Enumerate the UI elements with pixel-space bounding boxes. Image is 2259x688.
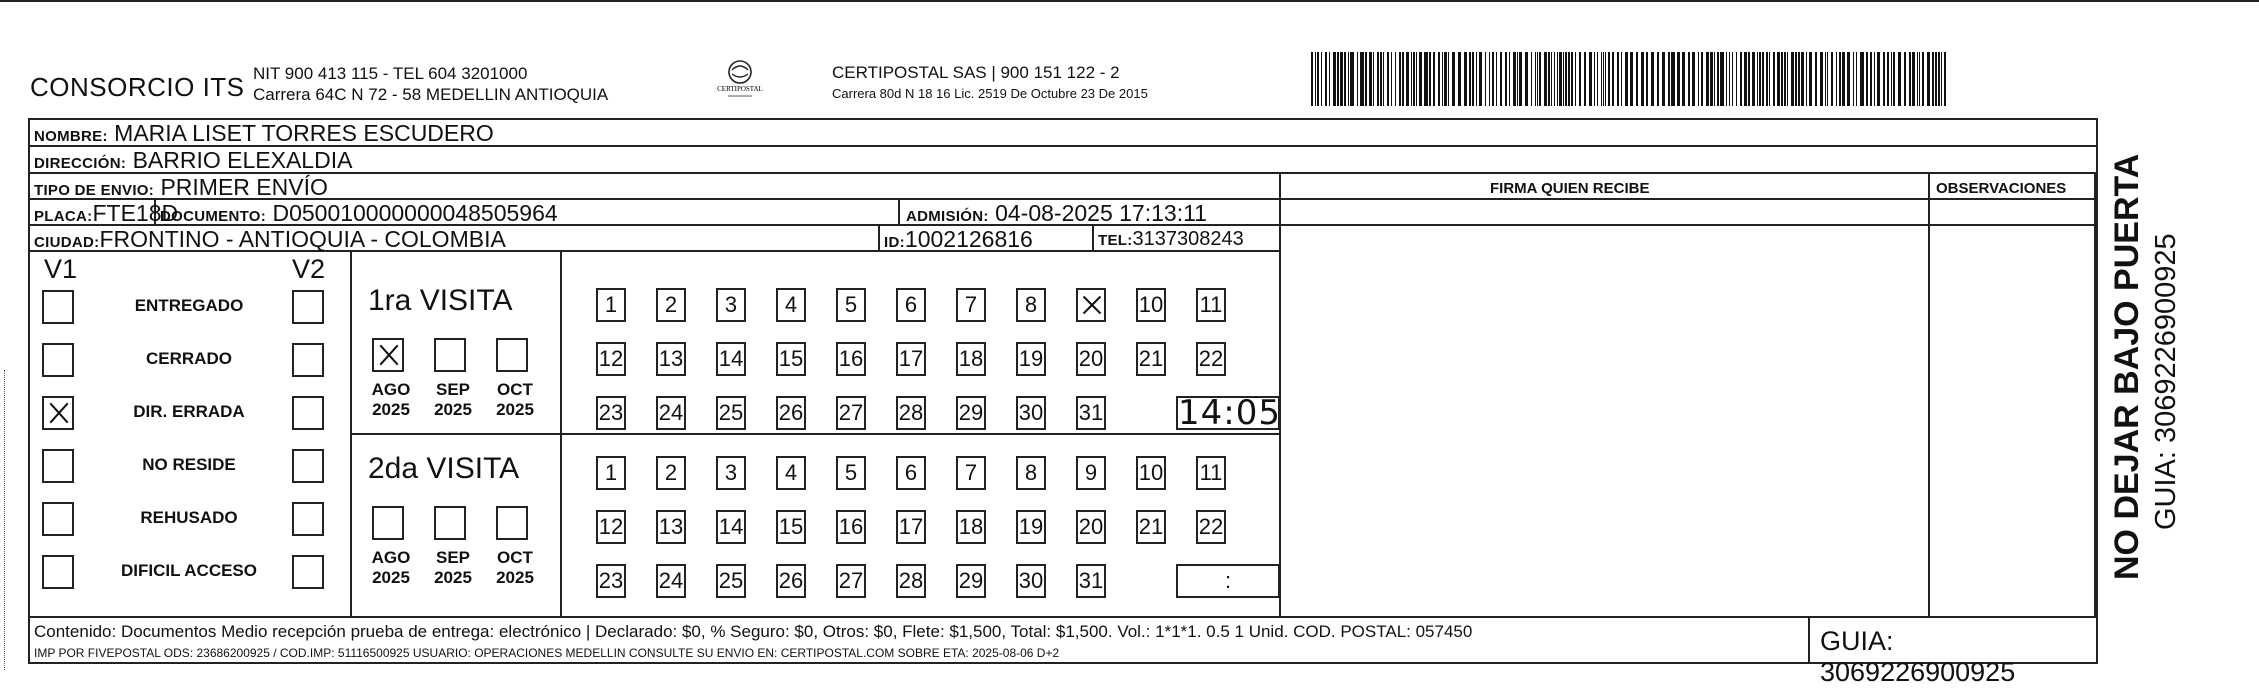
day-box-17[interactable]: 17 bbox=[896, 510, 926, 544]
month-label bbox=[428, 548, 478, 588]
v1-checkbox[interactable] bbox=[42, 555, 74, 589]
month-label bbox=[490, 380, 540, 420]
logo-wordmark: CERTIPOSTAL bbox=[717, 85, 763, 93]
day-box-18[interactable]: 18 bbox=[956, 510, 986, 544]
day-box-11[interactable]: 11 bbox=[1196, 456, 1226, 490]
day-box-7[interactable]: 7 bbox=[956, 456, 986, 490]
day-box-13[interactable]: 13 bbox=[656, 342, 686, 376]
tel-label: TEL: bbox=[1098, 232, 1133, 249]
visit1-title: 1ra VISITA bbox=[368, 284, 513, 317]
day-box-1[interactable]: 1 bbox=[596, 456, 626, 490]
barcode-icon bbox=[1311, 52, 1949, 106]
v2-header: V2 bbox=[292, 254, 326, 284]
month-year: 2025 bbox=[434, 400, 472, 419]
admision-value: 04-08-2025 17:13:11 bbox=[995, 200, 1207, 226]
day-box-28[interactable]: 28 bbox=[896, 396, 926, 430]
day-box-12[interactable]: 12 bbox=[596, 510, 626, 544]
day-box-15[interactable]: 15 bbox=[776, 510, 806, 544]
month-name: OCT bbox=[497, 548, 533, 567]
tel-value: 3137308243 bbox=[1132, 228, 1244, 250]
day-box-19[interactable]: 19 bbox=[1016, 342, 1046, 376]
day-box-27[interactable]: 27 bbox=[836, 564, 866, 598]
day-box-30[interactable]: 30 bbox=[1016, 564, 1046, 598]
tipo-label: TIPO DE ENVIO: bbox=[34, 182, 155, 199]
day-box-19[interactable]: 19 bbox=[1016, 510, 1046, 544]
day-box-28[interactable]: 28 bbox=[896, 564, 926, 598]
day-box-14[interactable]: 14 bbox=[716, 342, 746, 376]
firma-header: FIRMA QUIEN RECIBE bbox=[1490, 180, 1650, 197]
tipo-row bbox=[34, 174, 328, 201]
contenido-line: Contenido: Documentos Medio recepción prueba de entrega: electrónico | Declarado: $0, % Seguro: $0, Otros: $0, Flete: $1,500, Total: $1,500. Vol.: 1*1*1. 0.5 1 Unid. COD. POSTAL: 057450 bbox=[34, 622, 1473, 641]
day-box-12[interactable]: 12 bbox=[596, 342, 626, 376]
day-box-26[interactable]: 26 bbox=[776, 396, 806, 430]
v1-checkbox[interactable] bbox=[42, 396, 74, 430]
day-box-5[interactable]: 5 bbox=[836, 288, 866, 322]
month-name: OCT bbox=[497, 380, 533, 399]
day-box-30[interactable]: 30 bbox=[1016, 396, 1046, 430]
footer-divider bbox=[30, 616, 2096, 618]
direccion-row bbox=[34, 147, 352, 174]
month-checkbox[interactable] bbox=[372, 506, 404, 540]
day-box-9[interactable] bbox=[1076, 288, 1106, 322]
day-box-20[interactable]: 20 bbox=[1076, 342, 1106, 376]
time-box[interactable] bbox=[1176, 393, 1281, 433]
day-box-10[interactable]: 10 bbox=[1136, 456, 1166, 490]
cell-divider bbox=[898, 198, 900, 224]
documento-cell bbox=[160, 200, 558, 227]
tel-cell bbox=[1098, 228, 1244, 251]
month-name: AGO bbox=[371, 548, 411, 567]
imp-line: IMP POR FIVEPOSTAL ODS: 23686200925 / COD.IMP: 51116500925 USUARIO: OPERACIONES MEDELLIN CONSULTE SU ENVIO EN: CERTIPOSTAL.COM SOBRE ETA: 2025-08-06 D+2 bbox=[34, 646, 1060, 660]
no-dejar-notice: NO DEJAR BAJO PUERTA bbox=[2108, 153, 2146, 580]
company-name: CONSORCIO ITS bbox=[30, 72, 245, 102]
v2-checkbox[interactable] bbox=[292, 290, 324, 324]
column-divider bbox=[1928, 172, 1930, 616]
admision-cell bbox=[906, 200, 1207, 227]
day-box-13[interactable]: 13 bbox=[656, 510, 686, 544]
placa-label: PLACA: bbox=[34, 208, 93, 225]
month-name: SEP bbox=[435, 380, 471, 399]
visit2-title: 2da VISITA bbox=[368, 452, 520, 485]
day-box-17[interactable]: 17 bbox=[896, 342, 926, 376]
day-box-1[interactable]: 1 bbox=[596, 288, 626, 322]
tipo-value: PRIMER ENVÍO bbox=[160, 174, 328, 200]
v1-checkbox[interactable] bbox=[42, 449, 74, 483]
day-box-21[interactable]: 21 bbox=[1136, 342, 1166, 376]
v2-checkbox[interactable] bbox=[292, 343, 324, 377]
day-box-6[interactable]: 6 bbox=[896, 456, 926, 490]
nit-line: NIT 900 413 115 - TEL 604 3201000 bbox=[253, 64, 528, 83]
month-label bbox=[490, 548, 540, 588]
day-box-23[interactable]: 23 bbox=[596, 396, 626, 430]
month-year: 2025 bbox=[496, 568, 534, 587]
delivery-form bbox=[28, 118, 2098, 687]
day-box-14[interactable]: 14 bbox=[716, 510, 746, 544]
day-box-22[interactable]: 22 bbox=[1196, 510, 1226, 544]
top-edge-line bbox=[0, 0, 2259, 2]
id-cell bbox=[884, 226, 1033, 253]
ciudad-label: CIUDAD: bbox=[34, 234, 100, 251]
month-label bbox=[428, 380, 478, 420]
cell-divider bbox=[878, 224, 880, 250]
month-year: 2025 bbox=[372, 400, 410, 419]
day-box-20[interactable]: 20 bbox=[1076, 510, 1106, 544]
month-checkbox[interactable] bbox=[434, 506, 466, 540]
day-box-25[interactable]: 25 bbox=[716, 396, 746, 430]
month-label bbox=[366, 380, 416, 420]
day-box-8[interactable]: 8 bbox=[1016, 288, 1046, 322]
nombre-label: NOMBRE: bbox=[34, 128, 108, 145]
day-box-31[interactable]: 31 bbox=[1076, 564, 1106, 598]
day-box-26[interactable]: 26 bbox=[776, 564, 806, 598]
month-year: 2025 bbox=[496, 400, 534, 419]
day-box-2[interactable]: 2 bbox=[656, 456, 686, 490]
day-box-22[interactable]: 22 bbox=[1196, 342, 1226, 376]
v1-checkbox[interactable] bbox=[42, 502, 74, 536]
day-box-16[interactable]: 16 bbox=[836, 342, 866, 376]
day-box-7[interactable]: 7 bbox=[956, 288, 986, 322]
day-box-3[interactable]: 3 bbox=[716, 456, 746, 490]
observaciones-header: OBSERVACIONES bbox=[1936, 180, 2067, 197]
footer-divider-v bbox=[1808, 616, 1810, 662]
day-box-21[interactable]: 21 bbox=[1136, 510, 1166, 544]
guia-number: GUIA: 3069226900925 bbox=[1820, 626, 2016, 687]
day-box-24[interactable]: 24 bbox=[656, 396, 686, 430]
month-label bbox=[366, 548, 416, 588]
documento-value: D050010000000048505964 bbox=[272, 200, 558, 226]
day-box-2[interactable]: 2 bbox=[656, 288, 686, 322]
documento-label: DOCUMENTO: bbox=[160, 208, 267, 225]
day-box-4[interactable]: 4 bbox=[776, 288, 806, 322]
day-box-6[interactable]: 6 bbox=[896, 288, 926, 322]
month-year: 2025 bbox=[372, 568, 410, 587]
month-name: SEP bbox=[435, 548, 471, 567]
v2-checkbox[interactable] bbox=[292, 449, 324, 483]
side-guia: GUIA: 3069226900925 bbox=[2150, 233, 2182, 530]
id-label: ID: bbox=[884, 234, 905, 251]
day-box-31[interactable]: 31 bbox=[1076, 396, 1106, 430]
day-box-5[interactable]: 5 bbox=[836, 456, 866, 490]
month-checkbox[interactable] bbox=[372, 338, 404, 372]
perforation-edge bbox=[4, 370, 7, 670]
visit-row-divider bbox=[350, 433, 1279, 435]
day-box-9[interactable]: 9 bbox=[1076, 456, 1106, 490]
time-box[interactable] bbox=[1176, 564, 1280, 598]
month-year: 2025 bbox=[434, 568, 472, 587]
direccion-label: DIRECCIÓN: bbox=[34, 155, 127, 172]
v1-header: V1 bbox=[44, 254, 78, 284]
time-value: : bbox=[1224, 568, 1232, 593]
placa-value: FTE18D bbox=[92, 200, 179, 226]
day-box-15[interactable]: 15 bbox=[776, 342, 806, 376]
day-box-10[interactable]: 10 bbox=[1136, 288, 1166, 322]
status-label: NO RESIDE bbox=[142, 455, 236, 474]
status-label: ENTREGADO bbox=[134, 296, 244, 315]
column-divider bbox=[2094, 172, 2096, 616]
v1-checkbox[interactable] bbox=[42, 343, 74, 377]
day-box-27[interactable]: 27 bbox=[836, 396, 866, 430]
day-box-24[interactable]: 24 bbox=[656, 564, 686, 598]
day-box-8[interactable]: 8 bbox=[1016, 456, 1046, 490]
status-label: DIFICIL ACCESO bbox=[120, 561, 257, 580]
direccion-value: BARRIO ELEXALDIA bbox=[132, 147, 353, 173]
address-line: Carrera 64C N 72 - 58 MEDELLIN ANTIOQUIA bbox=[253, 85, 609, 104]
company-info bbox=[253, 63, 608, 105]
certipostal-license: Carrera 80d N 18 16 Lic. 2519 De Octubre 23 De 2015 bbox=[832, 86, 1148, 101]
day-box-25[interactable]: 25 bbox=[716, 564, 746, 598]
v2-checkbox[interactable] bbox=[292, 396, 324, 430]
row-divider bbox=[1279, 224, 2096, 226]
month-name: AGO bbox=[371, 380, 411, 399]
nombre-value: MARIA LISET TORRES ESCUDERO bbox=[114, 120, 494, 146]
ciudad-value: FRONTINO - ANTIOQUIA - COLOMBIA bbox=[99, 226, 506, 252]
v1-checkbox[interactable] bbox=[42, 290, 74, 324]
month-checkbox[interactable] bbox=[496, 506, 528, 540]
status-label: REHUSADO bbox=[140, 508, 238, 527]
day-box-16[interactable]: 16 bbox=[836, 510, 866, 544]
ciudad-cell bbox=[34, 226, 506, 253]
id-value: 1002126816 bbox=[904, 226, 1033, 252]
status-label: DIR. ERRADA bbox=[133, 402, 245, 421]
cell-divider bbox=[1092, 224, 1094, 250]
v2-checkbox[interactable] bbox=[292, 555, 324, 589]
nombre-row bbox=[34, 120, 494, 147]
status-label: CERRADO bbox=[146, 349, 232, 368]
month-checkbox[interactable] bbox=[496, 338, 528, 372]
certipostal-name: CERTIPOSTAL SAS | 900 151 122 - 2 bbox=[832, 63, 1120, 82]
day-box-23[interactable]: 23 bbox=[596, 564, 626, 598]
v2-checkbox[interactable] bbox=[292, 502, 324, 536]
day-box-4[interactable]: 4 bbox=[776, 456, 806, 490]
placa-cell bbox=[34, 200, 178, 227]
day-box-11[interactable]: 11 bbox=[1196, 288, 1226, 322]
admision-label: ADMISIÓN: bbox=[906, 208, 989, 225]
day-box-3[interactable]: 3 bbox=[716, 288, 746, 322]
time-value: 14:05 bbox=[1178, 393, 1281, 433]
day-box-18[interactable]: 18 bbox=[956, 342, 986, 376]
certipostal-logo-icon bbox=[710, 58, 770, 100]
day-box-29[interactable]: 29 bbox=[956, 396, 986, 430]
month-checkbox[interactable] bbox=[434, 338, 466, 372]
day-box-29[interactable]: 29 bbox=[956, 564, 986, 598]
